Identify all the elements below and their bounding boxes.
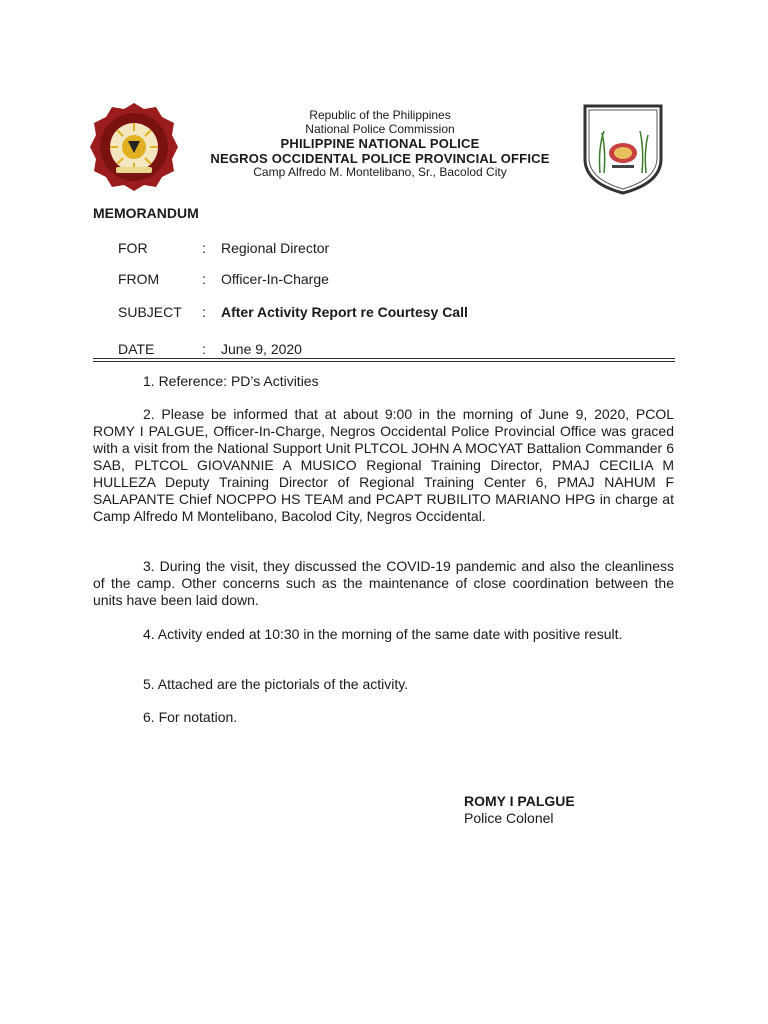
paragraph-2: 2. Please be informed that at about 9:00 in the morning of June 9, 2020, PCOL ROMY I PALGUE, Officer-In-Charge, Negros Occidental Police Provincial Office was graced with a visit from the National Support Unit PLTCOL JOHN A MOCYAT Battalion Commander 6 SAB, PLTCOL GIOVANNIE A MUSICO Regional Training Director, PMAJ CECILIA M HULLEZA Deputy Training Director of Regional Training Center 6, PMAJ NAHUM F SALAPANTE Chief NOCPPO HS TEAM and PCAPT RUBILITO MARIANO HPG in charge at Camp Alfredo M Montelibano, Bacolod City, Negros Occidental. xyxy=(93,406,674,524)
subject-colon: : xyxy=(202,304,206,320)
header-pnp: PHILIPPINE NATIONAL POLICE xyxy=(280,136,480,151)
subject-value: After Activity Report re Courtesy Call xyxy=(221,304,468,320)
paragraph-1: 1. Reference: PD’s Activities xyxy=(143,373,319,389)
date-label: DATE xyxy=(118,341,155,357)
pnp-seal-icon xyxy=(88,101,180,191)
negros-occidental-ppo-badge-icon xyxy=(582,103,664,195)
date-value: June 9, 2020 xyxy=(221,341,302,357)
paragraph-5: 5. Attached are the pictorials of the activity. xyxy=(143,676,409,692)
letterhead xyxy=(180,109,580,180)
header-address: Camp Alfredo M. Montelibano, Sr., Bacolod City xyxy=(253,165,507,179)
for-colon: : xyxy=(202,240,206,256)
header-republic: Republic of the Philippines xyxy=(309,108,451,122)
from-value: Officer-In-Charge xyxy=(221,271,329,287)
from-colon: : xyxy=(202,271,206,287)
header-divider-top xyxy=(93,358,675,359)
for-label: FOR xyxy=(118,240,148,256)
paragraph-3: 3. During the visit, they discussed the COVID-19 pandemic and also the cleanliness of the camp. Other concerns such as the maintenance of close coordination between the units have been laid down. xyxy=(93,558,674,608)
subject-label: SUBJECT xyxy=(118,304,182,320)
paragraph-4: 4. Activity ended at 10:30 in the morning of the same date with positive result. xyxy=(143,626,623,642)
signatory-name: ROMY I PALGUE xyxy=(464,793,575,809)
header-napolcom: National Police Commission xyxy=(305,121,455,136)
for-value: Regional Director xyxy=(221,240,330,256)
signatory-rank: Police Colonel xyxy=(464,810,554,826)
header-office: NEGROS OCCIDENTAL POLICE PROVINCIAL OFFICE xyxy=(210,151,550,166)
paragraph-6: 6. For notation. xyxy=(143,709,238,725)
header-divider-bottom xyxy=(93,361,675,362)
date-colon: : xyxy=(202,341,206,357)
memo-title: MEMORANDUM xyxy=(93,205,199,221)
from-label: FROM xyxy=(118,271,160,287)
